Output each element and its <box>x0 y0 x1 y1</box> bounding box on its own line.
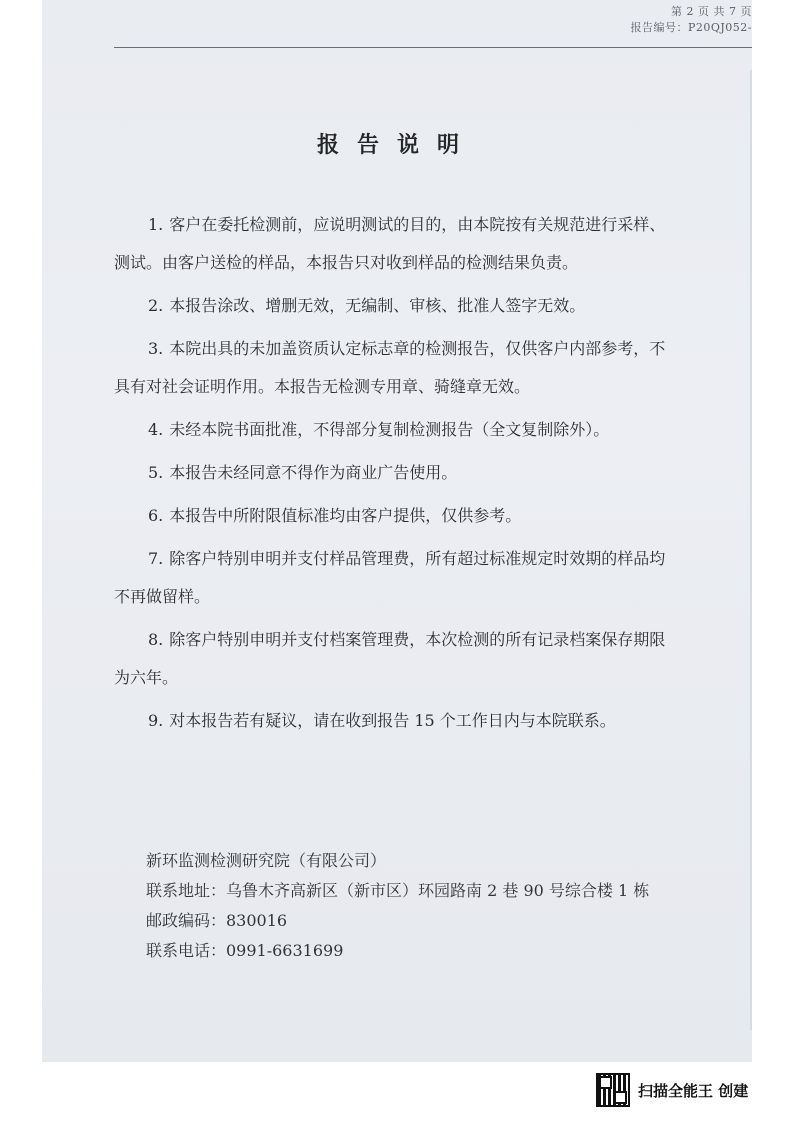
clause-item: 8. 除客户特别申明并支付档案管理费，本次检测的所有记录档案保存期限 为六年。 <box>148 621 752 697</box>
clause-item: 3. 本院出具的未加盖资质认定标志章的检测报告，仅供客户内部参考，不 具有对社会证明作用。本报告无检测专用章、骑缝章无效。 <box>148 330 752 406</box>
clause-list <box>114 206 752 745</box>
qr-code-icon <box>596 1073 630 1107</box>
clause-continuation: 测试。由客户送检的样品，本报告只对收到样品的检测结果负责。 <box>114 253 579 272</box>
header-divider <box>114 47 752 48</box>
clause-continuation: 为六年。 <box>114 668 179 687</box>
document-title: 报告说明 <box>316 132 477 158</box>
organization-info <box>146 846 649 966</box>
report-number: 报告编号：P20QJ052- <box>630 21 752 34</box>
scanned-page <box>42 0 752 1062</box>
clause-continuation: 具有对社会证明作用。本报告无检测专用章、骑缝章无效。 <box>114 377 531 396</box>
clause-item: 7. 除客户特别申明并支付样品管理费，所有超过标准规定时效期的样品均 不再做留样。 <box>148 540 752 616</box>
clause-item: 1. 客户在委托检测前，应说明测试的目的，由本院按有关规范进行采样、 测试。由客户送检的样品，本报告只对收到样品的检测结果负责。 <box>148 206 752 282</box>
page-header <box>630 4 752 36</box>
scanner-watermark <box>596 1072 748 1108</box>
watermark-text: 扫描全能王 创建 <box>638 1081 749 1100</box>
clause-item: 2. 本报告涂改、增删无效，无编制、审核、批准人签字无效。 <box>148 296 586 315</box>
org-name: 新环监测检测研究院（有限公司） <box>146 851 387 870</box>
org-postcode: 邮政编码：830016 <box>146 911 288 930</box>
clause-item: 9. 对本报告若有疑议，请在收到报告 15 个工作日内与本院联系。 <box>148 711 616 730</box>
clause-item: 5. 本报告未经同意不得作为商业广告使用。 <box>148 463 458 482</box>
org-address: 联系地址：乌鲁木齐高新区（新市区）环园路南 2 巷 90 号综合楼 1 栋 <box>146 881 650 900</box>
org-phone: 联系电话：0991-6631699 <box>146 941 344 960</box>
clause-item: 6. 本报告中所附限值标准均由客户提供，仅供参考。 <box>148 506 522 525</box>
clause-continuation: 不再做留样。 <box>114 587 211 606</box>
page-number: 第 2 页 共 7 页 <box>671 5 752 18</box>
clause-item: 4. 未经本院书面批准，不得部分复制检测报告（全文复制除外）。 <box>148 420 610 439</box>
